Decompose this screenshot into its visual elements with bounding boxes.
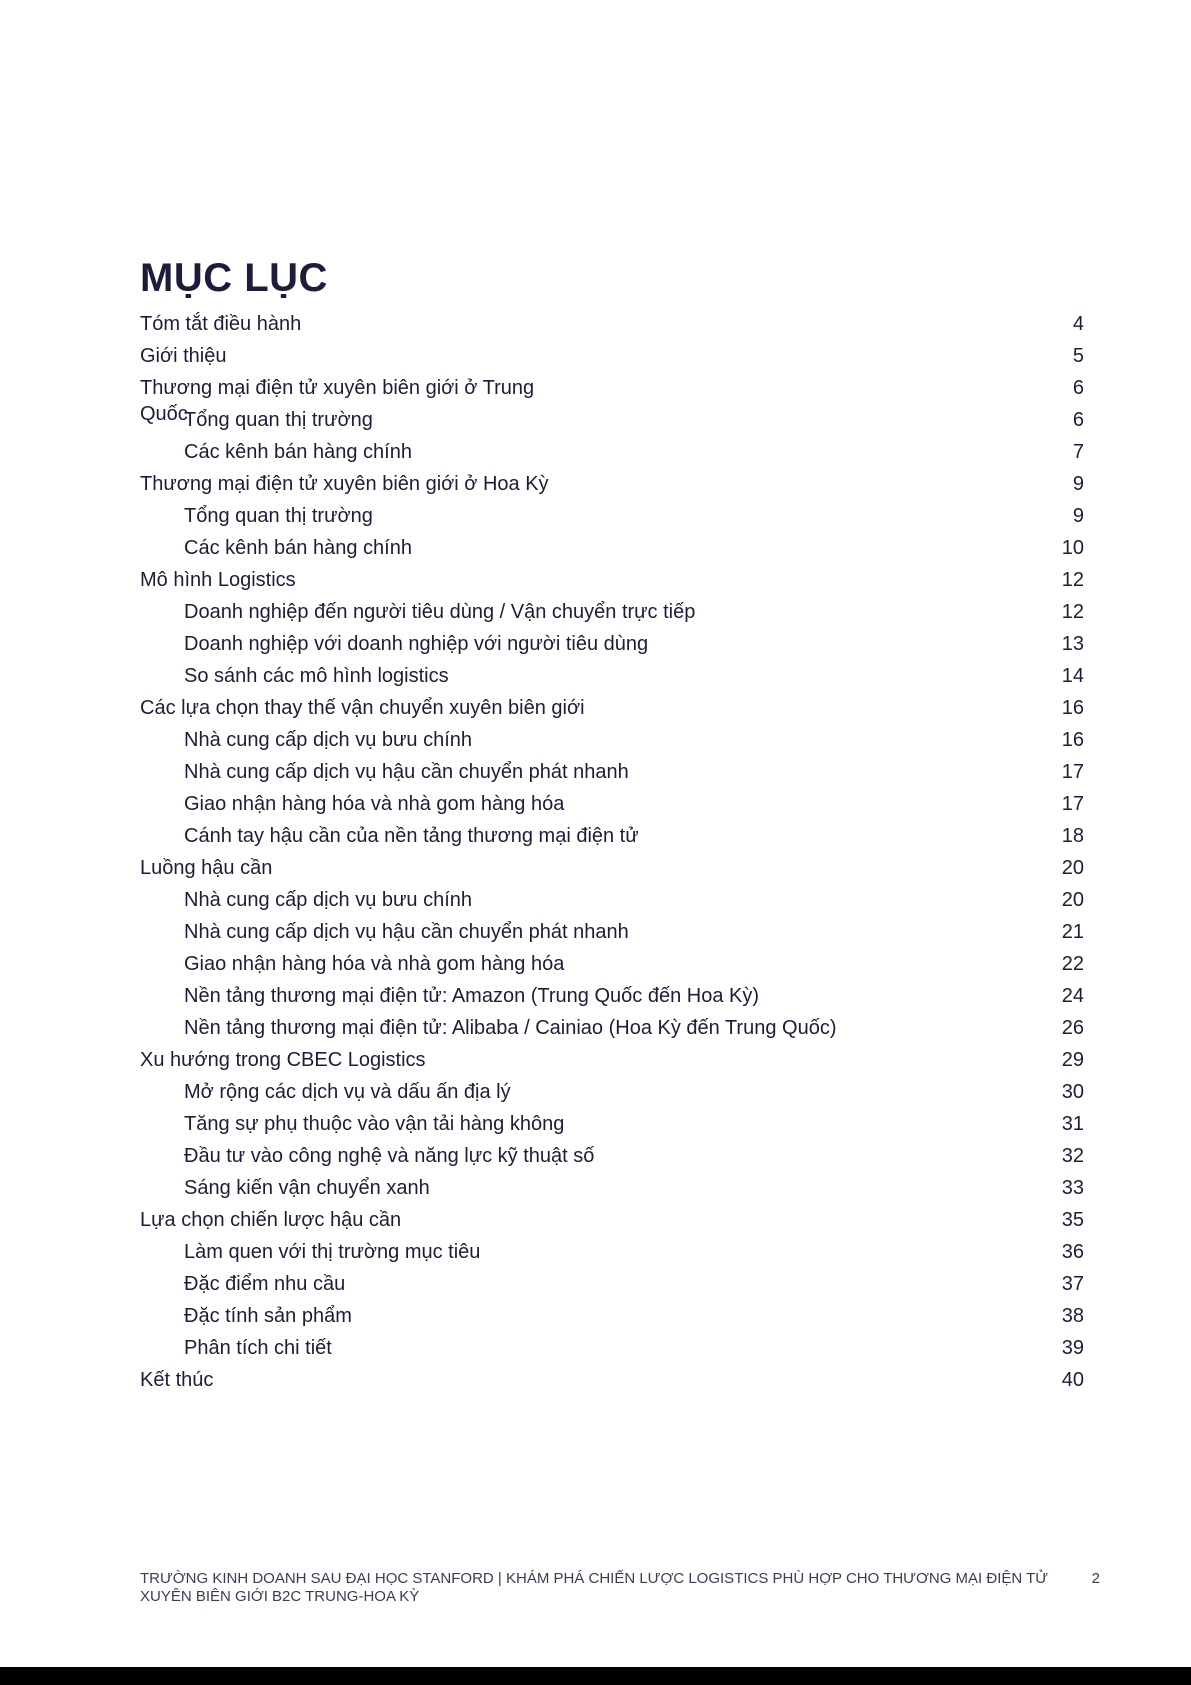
toc-entry[interactable]	[140, 948, 1084, 980]
toc-entry-page-number: 9	[1072, 505, 1084, 527]
toc-entry-label: Nền tảng thương mại điện tử: Amazon (Trung Quốc đến Hoa Kỳ)	[184, 985, 759, 1007]
toc-entry-label: Mô hình Logistics	[140, 569, 296, 591]
toc-entry-label: Đặc điểm nhu cầu	[184, 1273, 346, 1295]
toc-entry-label: Giao nhận hàng hóa và nhà gom hàng hóa	[184, 953, 565, 975]
toc-entry-label: Cánh tay hậu cần của nền tảng thương mại điện tử	[184, 825, 639, 847]
toc-entry[interactable]	[140, 916, 1084, 948]
toc-entry-page-number: 16	[1061, 697, 1084, 719]
toc-entry-page-number: 17	[1061, 761, 1084, 783]
toc-entry-label: Xu hướng trong CBEC Logistics	[140, 1049, 426, 1071]
toc-entry[interactable]	[140, 1044, 1084, 1076]
toc-entry[interactable]	[140, 436, 1084, 468]
toc-entry-page-number: 38	[1061, 1305, 1084, 1327]
toc-entry-page-number: 14	[1061, 665, 1084, 687]
toc-entry-label: Giới thiệu	[140, 345, 227, 367]
toc-entry-label: Kết thúc	[140, 1369, 214, 1391]
toc-entry-page-number: 17	[1061, 793, 1084, 815]
toc-entry-page-number: 9	[1072, 473, 1084, 495]
toc-entry-page-number: 40	[1061, 1369, 1084, 1391]
toc-entry-label: So sánh các mô hình logistics	[184, 665, 449, 687]
toc-entry-page-number: 16	[1061, 729, 1084, 751]
toc-entry-page-number: 32	[1061, 1145, 1084, 1167]
toc-entry-page-number: 21	[1061, 921, 1084, 943]
page-title: MỤC LỤC	[140, 256, 328, 300]
toc-entry-page-number: 18	[1061, 825, 1084, 847]
toc-entry-label: Thương mại điện tử xuyên biên giới ở Trung Quốc	[140, 377, 535, 425]
toc-entry-page-number: 7	[1072, 441, 1084, 463]
toc-entry-label: Tăng sự phụ thuộc vào vận tải hàng không	[184, 1113, 565, 1135]
toc-entry-label: Tóm tắt điều hành	[140, 313, 302, 335]
toc-entry-label: Làm quen với thị trường mục tiêu	[184, 1241, 481, 1263]
toc-entry[interactable]	[140, 1236, 1084, 1268]
toc-entry[interactable]	[140, 852, 1084, 884]
toc-entry[interactable]	[140, 468, 1084, 500]
toc-entry-label: Doanh nghiệp với doanh nghiệp với người tiêu dùng	[184, 633, 649, 655]
toc-entry-page-number: 30	[1061, 1081, 1084, 1103]
toc-entry-page-number: 6	[1072, 409, 1084, 431]
toc-entry[interactable]	[140, 1108, 1084, 1140]
toc-entry-label: Các lựa chọn thay thế vận chuyển xuyên biên giới	[140, 697, 585, 719]
toc-entry-page-number: 22	[1061, 953, 1084, 975]
page-footer	[140, 1570, 1120, 1606]
toc-entry-label: Doanh nghiệp đến người tiêu dùng / Vận chuyển trực tiếp	[184, 601, 696, 623]
toc-entry[interactable]	[140, 820, 1084, 852]
toc-entry[interactable]	[140, 500, 1084, 532]
toc-entry-page-number: 29	[1061, 1049, 1084, 1071]
toc-entry-page-number: 24	[1061, 985, 1084, 1007]
toc-entry-label: Nhà cung cấp dịch vụ hậu cần chuyển phát nhanh	[184, 921, 629, 943]
toc-entry-page-number: 12	[1061, 601, 1084, 623]
toc-entry-label: Các kênh bán hàng chính	[184, 537, 412, 559]
toc-entry[interactable]	[140, 404, 1084, 436]
toc-entry-label: Nền tảng thương mại điện tử: Alibaba / Cainiao (Hoa Kỳ đến Trung Quốc)	[184, 1017, 837, 1039]
toc-entry-page-number: 33	[1061, 1177, 1084, 1199]
toc-entry-page-number: 26	[1061, 1017, 1084, 1039]
toc-entry[interactable]	[140, 980, 1084, 1012]
footer-page-number: 2	[1091, 1570, 1100, 1587]
toc-entry[interactable]	[140, 1204, 1084, 1236]
toc-entry-label: Giao nhận hàng hóa và nhà gom hàng hóa	[184, 793, 565, 815]
toc-entry-label: Nhà cung cấp dịch vụ hậu cần chuyển phát nhanh	[184, 761, 629, 783]
toc-entry-label: Các kênh bán hàng chính	[184, 441, 412, 463]
toc-entry-page-number: 39	[1061, 1337, 1084, 1359]
toc-entry-page-number: 6	[1072, 377, 1084, 399]
toc-entry[interactable]	[140, 788, 1084, 820]
toc-entry-page-number: 12	[1061, 569, 1084, 591]
toc-entry[interactable]	[140, 1268, 1084, 1300]
toc-entry-page-number: 10	[1061, 537, 1084, 559]
toc-entry[interactable]	[140, 564, 1084, 596]
toc-entry-label: Đặc tính sản phẩm	[184, 1305, 352, 1327]
toc-entry-page-number: 35	[1061, 1209, 1084, 1231]
toc-entry-label: Sáng kiến vận chuyển xanh	[184, 1177, 430, 1199]
toc-entry[interactable]	[140, 1076, 1084, 1108]
toc-entry-page-number: 20	[1061, 857, 1084, 879]
toc-entry[interactable]	[140, 532, 1084, 564]
toc-entry-label: Mở rộng các dịch vụ và dấu ấn địa lý	[184, 1081, 511, 1103]
toc-entry[interactable]	[140, 340, 1084, 372]
toc-entry-label: Nhà cung cấp dịch vụ bưu chính	[184, 729, 473, 751]
toc-entry-label: Tổng quan thị trường	[184, 505, 373, 527]
toc-entry[interactable]	[140, 1012, 1084, 1044]
toc-entry[interactable]	[140, 724, 1084, 756]
toc-entry-label: Phân tích chi tiết	[184, 1337, 332, 1359]
toc-entry-label: Luồng hậu cần	[140, 857, 273, 879]
toc-entry[interactable]	[140, 884, 1084, 916]
toc-entry-page-number: 13	[1061, 633, 1084, 655]
table-of-contents	[140, 308, 1084, 1396]
toc-entry-label: Nhà cung cấp dịch vụ bưu chính	[184, 889, 473, 911]
toc-entry[interactable]	[140, 1300, 1084, 1332]
toc-entry[interactable]	[140, 756, 1084, 788]
toc-entry[interactable]	[140, 1364, 1084, 1396]
toc-entry[interactable]	[140, 308, 1084, 340]
toc-entry-label: Thương mại điện tử xuyên biên giới ở Hoa Kỳ	[140, 473, 549, 495]
toc-entry[interactable]	[140, 596, 1084, 628]
toc-entry[interactable]	[140, 1332, 1084, 1364]
toc-entry[interactable]	[140, 628, 1084, 660]
bottom-edge-bar	[0, 1667, 1191, 1685]
toc-entry-page-number: 36	[1061, 1241, 1084, 1263]
toc-entry[interactable]	[140, 692, 1084, 724]
toc-entry-page-number: 37	[1061, 1273, 1084, 1295]
footer-text: TRƯỜNG KINH DOANH SAU ĐẠI HỌC STANFORD | KHÁM PHÁ CHIẾN LƯỢC LOGISTICS PHÙ HỢP CHO THƯƠNG MẠI ĐIỆN TỬ XUYÊN BIÊN GIỚI B2C TRUNG-HOA KỲ	[140, 1570, 1049, 1605]
toc-entry[interactable]	[140, 1140, 1084, 1172]
toc-entry[interactable]	[140, 1172, 1084, 1204]
toc-entry-page-number: 31	[1061, 1113, 1084, 1135]
toc-entry-page-number: 5	[1072, 345, 1084, 367]
toc-entry-page-number: 4	[1072, 313, 1084, 335]
toc-entry[interactable]	[140, 660, 1084, 692]
toc-entry-label: Tổng quan thị trường	[184, 409, 373, 431]
toc-entry-label: Lựa chọn chiến lược hậu cần	[140, 1209, 402, 1231]
toc-entry-page-number: 20	[1061, 889, 1084, 911]
toc-entry-label: Đầu tư vào công nghệ và năng lực kỹ thuật số	[184, 1145, 595, 1167]
